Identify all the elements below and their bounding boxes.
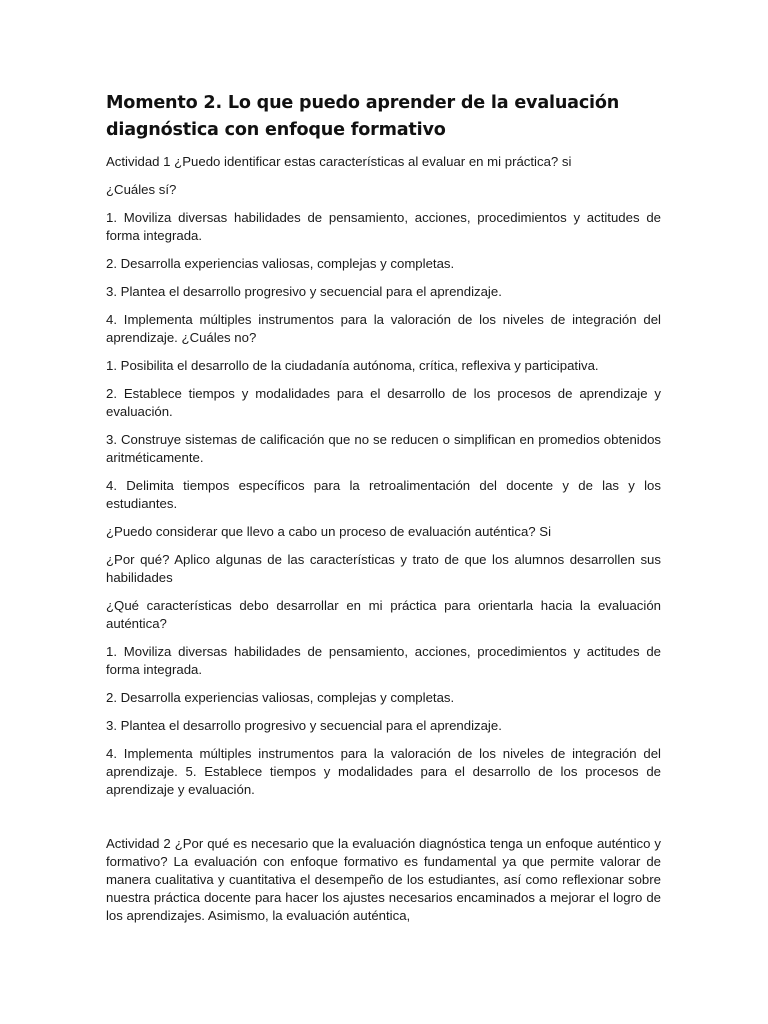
paragraph-question-autentica: ¿Puedo considerar que llevo a cabo un proceso de evaluación auténtica? Si	[106, 524, 552, 539]
paragraph-actividad-1: Actividad 1 ¿Puedo identificar estas características al evaluar en mi práctica? si	[106, 154, 572, 169]
list-item: 3. Construye sistemas de calificación que no se reducen o simplifican en promedios obtenidos aritméticamente.	[106, 432, 661, 465]
document-page	[106, 90, 661, 935]
list-item: 2. Establece tiempos y modalidades para el desarrollo de los procesos de aprendizaje y evaluación.	[106, 386, 661, 419]
list-item: 4. Implementa múltiples instrumentos para la valoración de los niveles de integración del aprendizaje. ¿Cuáles no?	[106, 312, 661, 345]
list-item: 2. Desarrolla experiencias valiosas, complejas y completas.	[106, 690, 455, 705]
paragraph-question-caracteristicas: ¿Qué características debo desarrollar en mi práctica para orientarla hacia la evaluación auténtica?	[106, 598, 661, 631]
document-heading: Momento 2. Lo que puedo aprender de la evaluación diagnóstica con enfoque formativo	[106, 93, 620, 140]
list-item: 1. Posibilita el desarrollo de la ciudadanía autónoma, crítica, reflexiva y participativa.	[106, 358, 599, 373]
list-item: 3. Plantea el desarrollo progresivo y secuencial para el aprendizaje.	[106, 718, 502, 733]
list-item: 1. Moviliza diversas habilidades de pensamiento, acciones, procedimientos y actitudes de forma integrada.	[106, 210, 661, 243]
list-item: 2. Desarrolla experiencias valiosas, complejas y completas.	[106, 256, 455, 271]
paragraph-por-que: ¿Por qué? Aplico algunas de las características y trato de que los alumnos desarrollen sus habilidades	[106, 552, 661, 585]
list-item: 1. Moviliza diversas habilidades de pensamiento, acciones, procedimientos y actitudes de forma integrada.	[106, 644, 661, 677]
list-item: 4. Delimita tiempos específicos para la retroalimentación del docente y de las y los estudiantes.	[106, 478, 661, 511]
paragraph-cuales-si: ¿Cuáles sí?	[106, 182, 177, 197]
list-item: 3. Plantea el desarrollo progresivo y secuencial para el aprendizaje.	[106, 284, 502, 299]
paragraph-actividad-2: Actividad 2 ¿Por qué es necesario que la evaluación diagnóstica tenga un enfoque auténtico y formativo? La evaluación con enfoque formativo es fundamental ya que permite valorar de manera cualitativa y cuantitativa el desempeño de los estudiantes, así como reflexionar sobre nuestra práctica docente para hacer los ajustes necesarios encaminados a mejorar el logro de los aprendizajes. Asimismo, la evaluación auténtica,	[106, 836, 661, 923]
list-item: 4. Implementa múltiples instrumentos para la valoración de los niveles de integración del aprendizaje. 5. Establece tiempos y modalidades para el desarrollo de los procesos de aprendizaje y evaluación.	[106, 746, 661, 797]
